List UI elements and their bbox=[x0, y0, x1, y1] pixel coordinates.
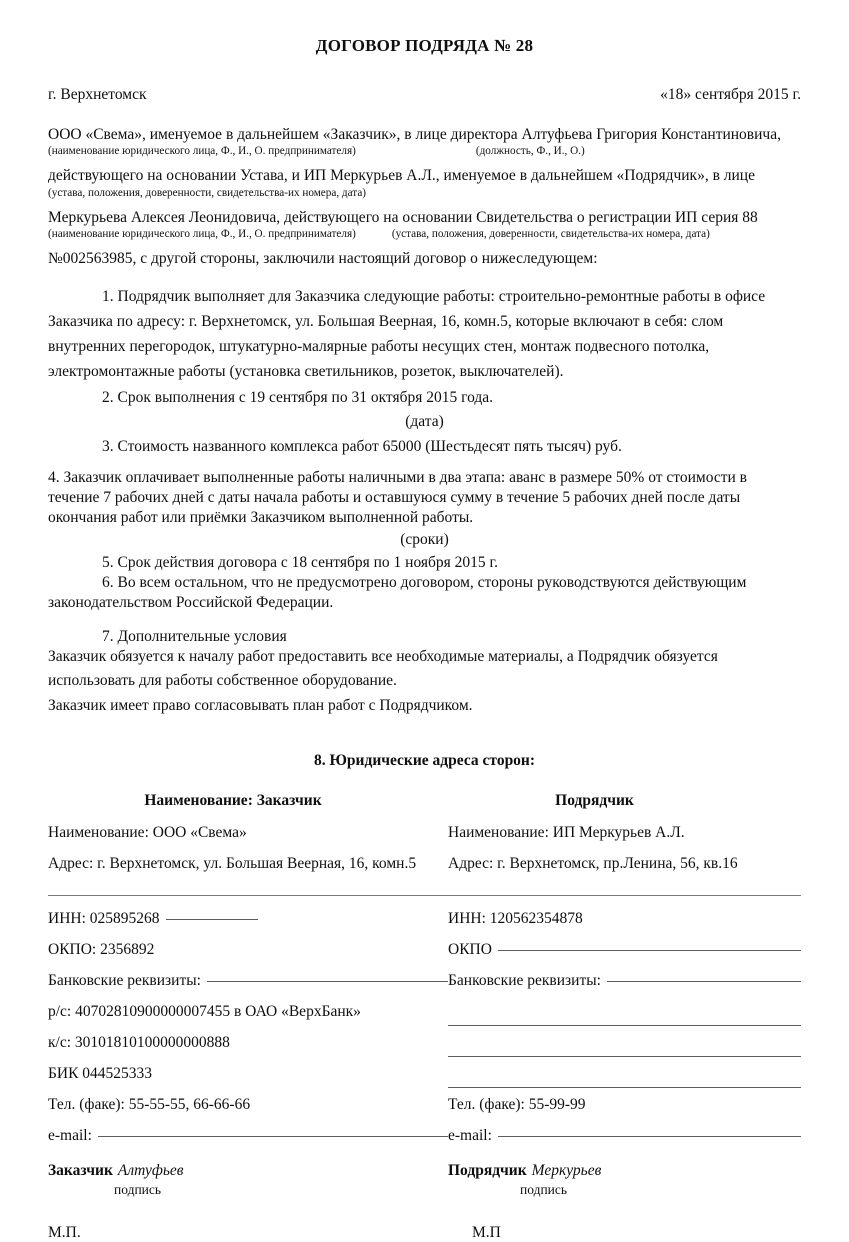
contractor-email-fill[interactable] bbox=[498, 1136, 801, 1137]
preamble-caption-2: (устава, положения, доверенности, свидетельства-их номера, дата) bbox=[48, 186, 367, 199]
contractor-okpo: ОКПО bbox=[448, 940, 492, 958]
contractor-okpo-row bbox=[448, 941, 801, 972]
customer-bank-row bbox=[48, 972, 448, 1003]
contractor-inn: ИНН: 120562354878 bbox=[448, 909, 583, 927]
party-headers-row bbox=[48, 792, 801, 810]
clause-6-line-1: 6. Во всем остальном, что не предусмотрено договором, стороны руководствуются действующим bbox=[102, 573, 747, 591]
customer-signature: Алтуфьев bbox=[117, 1161, 184, 1179]
contractor-blank-line-3[interactable] bbox=[448, 1065, 801, 1096]
customer-phone: Тел. (факе): 55-55-55, 66-66-66 bbox=[48, 1095, 251, 1113]
customer-bik: БИК 044525333 bbox=[48, 1064, 153, 1082]
clause-7-line-3: Заказчик имеет право согласовывать план работ с Подрядчиком. bbox=[48, 696, 473, 714]
stamp-row bbox=[48, 1224, 801, 1242]
preamble-block bbox=[48, 126, 801, 268]
party-requisites-columns bbox=[48, 910, 801, 1158]
contractor-email-row bbox=[448, 1127, 801, 1158]
customer-rs: р/с: 40702810900000007455 в ОАО «ВерхБанк» bbox=[48, 1002, 361, 1020]
customer-okpo: ОКПО: 2356892 bbox=[48, 940, 155, 958]
customer-address-row bbox=[48, 855, 448, 886]
customer-name-row bbox=[48, 824, 448, 855]
customer-podpis-caption: подпись bbox=[114, 1181, 162, 1197]
page-title: ДОГОВОР ПОДРЯДА № 28 bbox=[315, 36, 534, 55]
customer-name: Наименование: ООО «Свема» bbox=[48, 823, 247, 841]
customer-phone-row bbox=[48, 1096, 448, 1127]
customer-signature-block bbox=[48, 1162, 448, 1198]
customer-bank-fill[interactable] bbox=[207, 981, 448, 982]
contractor-inn-row bbox=[448, 910, 801, 941]
contractor-name: Наименование: ИП Меркурьев А.Л. bbox=[448, 823, 685, 841]
preamble-line-3: Меркурьева Алексея Леонидовича, действующего на основании Свидетельства о регистрации ИП серия 88 bbox=[48, 208, 758, 226]
customer-ks: к/с: 30101810100000000888 bbox=[48, 1033, 230, 1051]
customer-requisites bbox=[48, 910, 448, 1158]
clauses-block bbox=[48, 284, 801, 718]
customer-inn-row bbox=[48, 910, 448, 941]
customer-ks-row bbox=[48, 1034, 448, 1065]
date-label: «18» сентября 2015 г. bbox=[660, 86, 801, 103]
clause-2: 2. Срок выполнения с 19 сентября по 31 октября 2015 года. bbox=[102, 388, 494, 406]
contractor-email-label: e-mail: bbox=[448, 1126, 492, 1144]
contractor-podpis-caption: подпись bbox=[520, 1181, 568, 1197]
preamble-caption-3 bbox=[48, 227, 801, 241]
customer-rs-row bbox=[48, 1003, 448, 1034]
customer-bank-label: Банковские реквизиты: bbox=[48, 971, 201, 989]
caption-position: (должность, Ф., И., О.) bbox=[475, 145, 585, 158]
customer-stamp: М.П. bbox=[48, 1223, 81, 1241]
clause-7-line-1: Заказчик обязуется к началу работ предоставить все необходимые материалы, а Подрядчик обязуется bbox=[48, 648, 718, 666]
customer-column bbox=[48, 824, 448, 886]
clause-1-line-2: Заказчика по адресу: г. Верхнетомск, ул. Большая Веерная, 16, комн.5, которые включают в себя: слом bbox=[48, 313, 724, 331]
signature-row bbox=[48, 1162, 801, 1198]
caption-entity-name: (наименование юридического лица, Ф., И., О. предпринимателя) bbox=[48, 145, 356, 158]
customer-inn: ИНН: 025895268 bbox=[48, 909, 160, 927]
contractor-address-row bbox=[448, 855, 801, 886]
clause-1-line-3: внутренних перегородок, штукатурно-малярные работы несущих стен, монтаж подвесного потолка, bbox=[48, 338, 710, 356]
contractor-bank-fill[interactable] bbox=[607, 981, 801, 982]
clause-1-line-1: 1. Подрядчик выполняет для Заказчика следующие работы: строительно-ремонтные работы в офисе bbox=[102, 288, 766, 306]
preamble-line-2: действующего на основании Устава, и ИП Меркурьев А.Л., именуемое в дальнейшем «Подрядчик», в лице bbox=[48, 167, 755, 185]
customer-sign-label: Заказчик bbox=[48, 1161, 113, 1179]
contractor-phone-row bbox=[448, 1096, 801, 1127]
contractor-column bbox=[448, 824, 801, 886]
customer-okpo-row bbox=[48, 941, 448, 972]
clause-7-title: 7. Дополнительные условия bbox=[102, 628, 287, 646]
preamble-line-4: №002563985, с другой стороны, заключили настоящий договор о нижеследующем: bbox=[48, 249, 598, 267]
contractor-stamp: М.П bbox=[472, 1223, 501, 1241]
preamble-line-1: ООО «Свема», именуемое в дальнейшем «Заказчик», в лице директора Алтуфьева Григория Константиновича, bbox=[48, 126, 781, 143]
customer-address: Адрес: г. Верхнетомск, ул. Большая Веерная, 16, комн.5 bbox=[48, 854, 417, 872]
contractor-signature-line bbox=[448, 1162, 801, 1180]
contractor-blank-line-1[interactable] bbox=[448, 1003, 801, 1034]
clause-4-caption: (сроки) bbox=[400, 531, 449, 548]
contractor-signature: Меркурьев bbox=[531, 1161, 602, 1179]
section-divider bbox=[48, 895, 801, 896]
customer-signature-line bbox=[48, 1162, 448, 1180]
contractor-okpo-fill[interactable] bbox=[498, 950, 801, 951]
clause-1-line-4: электромонтажные работы (установка светильников, розеток, выключателей). bbox=[48, 363, 564, 381]
customer-email-label: e-mail: bbox=[48, 1126, 92, 1144]
clause-2-caption: (дата) bbox=[405, 412, 444, 430]
section-8-title: 8. Юридические адреса сторон: bbox=[313, 751, 536, 769]
contractor-name-row bbox=[448, 824, 801, 855]
clause-5: 5. Срок действия договора с 18 сентября по 1 ноября 2015 г. bbox=[102, 553, 499, 571]
customer-email-row bbox=[48, 1127, 448, 1158]
contractor-signature-block bbox=[448, 1162, 801, 1198]
contractor-sign-label: Подрядчик bbox=[448, 1161, 527, 1179]
customer-bik-row bbox=[48, 1065, 448, 1096]
city-date-row bbox=[48, 86, 801, 104]
customer-email-fill[interactable] bbox=[98, 1136, 448, 1137]
clause-7-line-2: использовать для работы собственное оборудование. bbox=[48, 671, 397, 689]
caption-entity-name-2: (наименование юридического лица, Ф., И., О. предпринимателя) bbox=[48, 227, 356, 240]
party-header-contractor: Подрядчик bbox=[555, 791, 634, 809]
contractor-requisites bbox=[448, 910, 801, 1158]
clause-4-line-1: 4. Заказчик оплачивает выполненные работы наличными в два этапа: аванс в размере 50% от стоимости в bbox=[48, 468, 747, 486]
contractor-address: Адрес: г. Верхнетомск, пр.Ленина, 56, кв.16 bbox=[448, 854, 738, 872]
party-details-columns bbox=[48, 824, 801, 886]
preamble-caption-1 bbox=[48, 144, 801, 158]
city-label: г. Верхнетомск bbox=[48, 86, 147, 103]
clause-4-line-2: течение 7 рабочих дней с даты начала работы и оставшуюся сумму в течение 5 рабочих дней после даты bbox=[48, 488, 741, 506]
caption-charter-docs: (устава, положения, доверенности, свидетельства-их номера, дата) bbox=[391, 227, 710, 240]
customer-inn-fill[interactable] bbox=[166, 919, 258, 920]
party-header-customer: Наименование: Заказчик bbox=[144, 791, 322, 809]
clause-3: 3. Стоимость названного комплекса работ 65000 (Шестьдесят пять тысяч) руб. bbox=[102, 438, 622, 456]
contractor-bank-label: Банковские реквизиты: bbox=[448, 971, 601, 989]
clause-6-line-2: законодательством Российской Федерации. bbox=[48, 594, 334, 612]
contractor-blank-line-2[interactable] bbox=[448, 1034, 801, 1065]
clause-4-line-3: окончания работ или приёмки Заказчиком выполненной работы. bbox=[48, 508, 474, 526]
contractor-bank-row bbox=[448, 972, 801, 1003]
contractor-phone: Тел. (факе): 55-99-99 bbox=[448, 1095, 586, 1113]
